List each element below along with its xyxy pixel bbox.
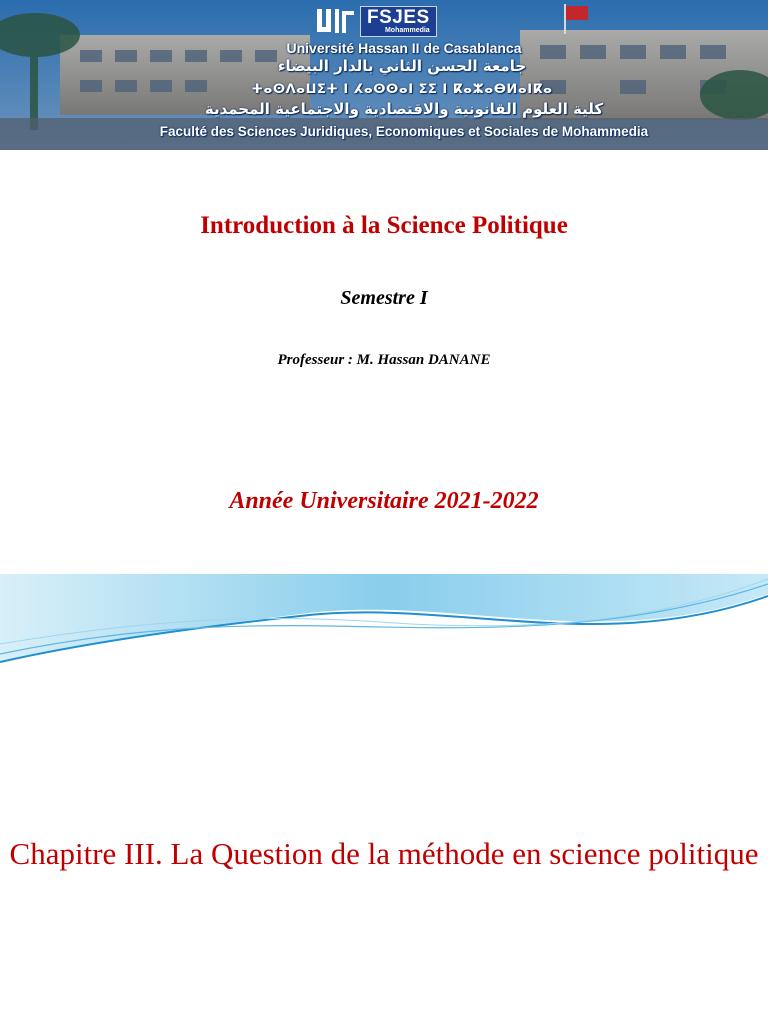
logo-subtext: Mohammedia xyxy=(384,26,430,34)
fsjes-logo xyxy=(316,6,437,36)
header-banner xyxy=(0,0,768,150)
academic-year: Année Universitaire 2021-2022 xyxy=(229,488,539,514)
faculty-name-fr: Faculté des Sciences Juridiques, Economiques et Sociales de Mohammedia xyxy=(159,124,649,139)
university-logo-icon xyxy=(316,7,356,35)
semester-label: Semestre I xyxy=(340,287,428,309)
decorative-wave xyxy=(0,574,768,666)
professor-name: Professeur : M. Hassan DANANE xyxy=(277,352,491,368)
university-name-ar: جامعة الحسن الثاني بالدار البيضاء xyxy=(277,57,527,75)
course-title: Introduction à la Science Politique xyxy=(200,212,568,239)
faculty-name-ar: كلية العلوم القانونية والاقتصادية والاجتماعية المحمدية xyxy=(204,100,604,118)
university-name-fr: Université Hassan II de Casablanca xyxy=(286,40,522,56)
morocco-flag-icon xyxy=(566,6,588,20)
chapter-title: Chapitre III. La Question de la méthode en science politique xyxy=(9,836,759,871)
university-name-tifinagh: ⵜⴰⵙⴷⴰⵡⵉⵜ ⵏ ⵃⴰⵙⵙⴰⵏ ⵉⵉ ⵏ ⴽⴰⵣⴰⴱⵍⴰⵏⴽⴰ xyxy=(251,82,553,97)
logo-text: FSJES xyxy=(367,6,430,28)
